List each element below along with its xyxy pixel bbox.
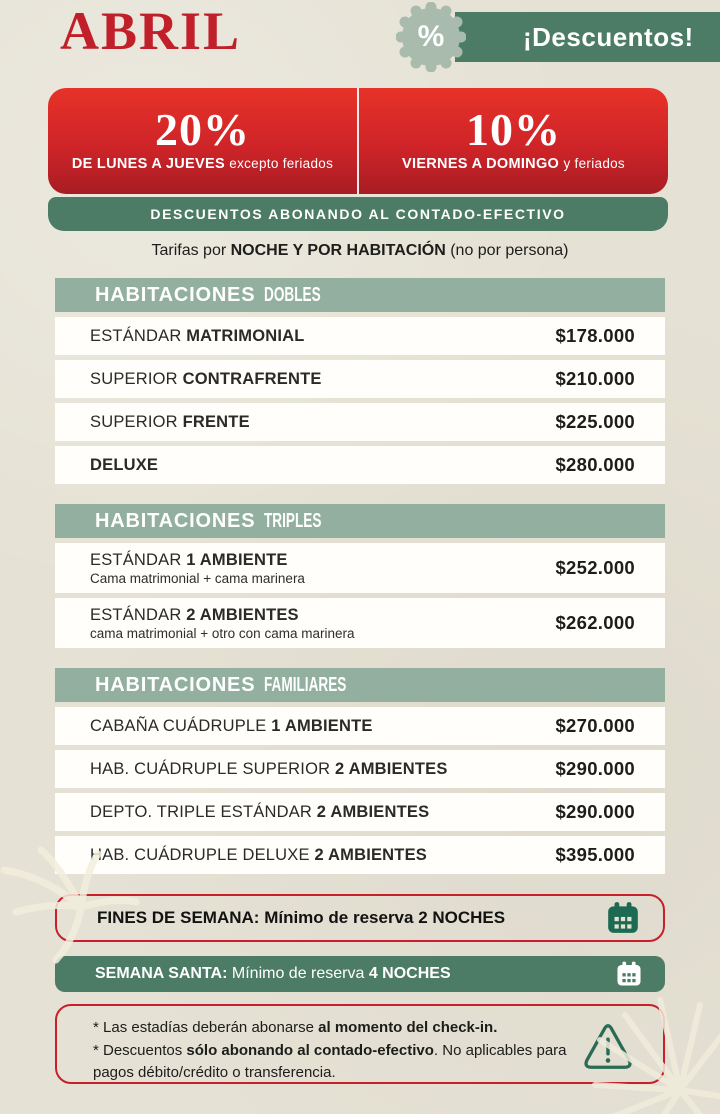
section-header-triples	[55, 504, 665, 538]
room-name-bold: FRENTE	[182, 412, 250, 431]
room-name	[90, 803, 429, 822]
room-name-bold: 2 AMBIENTES	[186, 605, 299, 624]
table-row	[55, 360, 665, 398]
table-row	[55, 317, 665, 355]
table-row	[55, 543, 665, 593]
room-name-block	[90, 606, 354, 641]
room-name-prefix: HAB. CUÁDRUPLE SUPERIOR	[90, 759, 336, 778]
room-name	[90, 551, 305, 570]
room-name-bold: CONTRAFRENTE	[182, 369, 322, 388]
room-name-bold: 2 AMBIENTES	[316, 802, 430, 821]
percent-seal-badge	[396, 2, 466, 72]
room-name	[90, 456, 158, 475]
table-row	[55, 707, 665, 745]
room-name	[90, 760, 448, 779]
room-price: $178.000	[555, 325, 635, 346]
room-price: $395.000	[555, 844, 635, 865]
discounts-banner-label: ¡Descuentos!	[523, 21, 694, 52]
calendar-icon	[605, 900, 641, 936]
section-subtitle: DOBLES	[264, 283, 322, 306]
payment-banner-text	[150, 206, 565, 222]
room-name-prefix: SUPERIOR	[90, 412, 183, 431]
room-price: $290.000	[555, 758, 635, 779]
section-triples	[55, 504, 665, 648]
weekend-notice-bold: FINES DE SEMANA:	[97, 908, 265, 927]
room-name	[90, 370, 322, 389]
table-row	[55, 446, 665, 484]
payment-method-banner	[48, 197, 668, 231]
room-price: $252.000	[555, 557, 635, 578]
price-tables	[55, 278, 665, 894]
room-price: $225.000	[555, 411, 635, 432]
room-name-bold: 1 AMBIENTE	[271, 716, 373, 735]
disclaimer-line-1	[93, 1017, 568, 1040]
section-header-dobles	[55, 278, 665, 312]
table-row	[55, 598, 665, 648]
percent-icon: %	[417, 20, 445, 53]
weekend-notice-mid: Mínimo de reserva	[264, 908, 419, 927]
room-description: Cama matrimonial + cama marinera	[90, 570, 305, 586]
room-name-prefix: DEPTO. TRIPLE ESTÁNDAR	[90, 802, 317, 821]
room-price: $262.000	[555, 612, 635, 633]
section-header-familiares	[55, 668, 665, 702]
room-price: $290.000	[555, 801, 635, 822]
room-name-bold: 1 AMBIENTE	[186, 550, 288, 569]
section-dobles	[55, 278, 665, 484]
room-name	[90, 327, 305, 346]
section-subtitle: FAMILIARES	[264, 673, 347, 696]
palm-leaf-decoration	[0, 842, 156, 972]
easter-notice-nights: 4 NOCHES	[368, 965, 451, 982]
tariff-suffix: (no por persona)	[445, 242, 569, 259]
weekday-percent: 20%	[155, 103, 250, 155]
promo-weekend	[359, 88, 668, 194]
discounts-banner	[455, 12, 720, 62]
promo-weekday	[48, 88, 357, 194]
room-name-bold: 2 AMBIENTES	[335, 759, 448, 778]
room-name-prefix: CABAÑA CUÁDRUPLE	[90, 716, 272, 735]
page-title: ABRIL	[60, 1, 242, 61]
room-description: cama matrimonial + otro con cama marinera	[90, 625, 355, 641]
room-name-prefix: ESTÁNDAR	[90, 550, 187, 569]
weekend-conditions	[402, 156, 625, 172]
room-name-prefix: ESTÁNDAR	[90, 605, 187, 624]
section-title: HABITACIONES	[95, 509, 256, 532]
weekday-days: DE LUNES A JUEVES	[71, 156, 230, 173]
weekend-note: y feriados	[563, 156, 625, 172]
promo-discounts-box	[48, 88, 668, 194]
disclaimer-2-bold: sólo abonando al contado-efectivo	[186, 1041, 434, 1059]
room-price: $270.000	[555, 715, 635, 736]
room-name	[90, 606, 354, 625]
table-row	[55, 403, 665, 441]
table-row	[55, 793, 665, 831]
section-title: HABITACIONES	[95, 283, 256, 306]
room-price: $210.000	[555, 368, 635, 389]
section-subtitle: TRIPLES	[264, 509, 322, 532]
room-name-prefix: SUPERIOR	[90, 369, 183, 388]
easter-notice-bold: SEMANA SANTA:	[95, 965, 232, 982]
disclaimer-1-prefix: * Las estadías deberán abonarse	[93, 1019, 319, 1036]
table-row	[55, 750, 665, 788]
room-name	[90, 717, 373, 736]
room-name-block	[90, 551, 305, 586]
weekend-days: VIERNES A DOMINGO	[402, 156, 564, 173]
disclaimer-2-prefix: * Descuentos	[93, 1041, 187, 1059]
disclaimer-2-suffix: . No aplicables para pagos débito/crédito o transferencia.	[93, 1041, 567, 1081]
payment-bold: CONTADO-EFECTIVO	[395, 206, 566, 222]
weekend-notice-text	[97, 908, 505, 928]
palm-burst-decoration	[570, 980, 720, 1114]
disclaimer-1-bold: al momento del check-in.	[318, 1019, 498, 1036]
room-name-bold: DELUXE	[90, 455, 159, 474]
tariff-bold: NOCHE Y POR HABITACIÓN	[230, 242, 446, 259]
weekday-conditions	[72, 156, 333, 172]
payment-prefix: DESCUENTOS ABONANDO AL	[150, 206, 396, 222]
disclaimer-line-2	[93, 1040, 568, 1085]
room-name	[90, 413, 250, 432]
room-name-prefix: ESTÁNDAR	[90, 326, 187, 345]
room-name-prefix: HAB. CUÁDRUPLE DELUXE	[90, 845, 315, 864]
weekday-note: excepto feriados	[229, 156, 334, 172]
weekend-notice-nights: 2 NOCHES	[418, 908, 506, 927]
room-name-bold: MATRIMONIAL	[186, 326, 305, 345]
weekend-percent: 10%	[466, 103, 561, 155]
tariff-prefix: Tarifas por	[151, 242, 231, 259]
easter-notice-mid: Mínimo de reserva	[231, 965, 369, 982]
room-name-bold: 2 AMBIENTES	[314, 845, 427, 864]
room-price: $280.000	[555, 454, 635, 475]
section-title: HABITACIONES	[95, 673, 256, 696]
tariff-note	[0, 242, 720, 260]
